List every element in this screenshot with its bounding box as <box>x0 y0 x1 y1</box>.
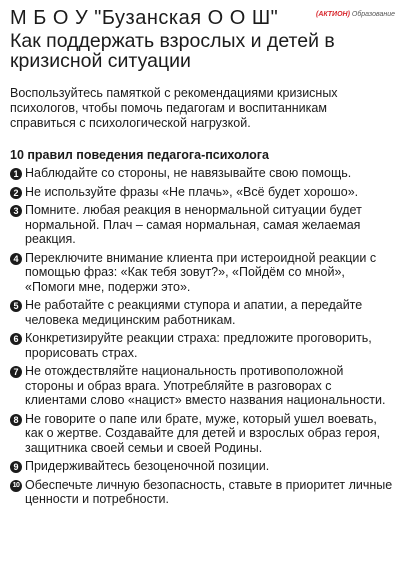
page-title: Как поддержать взрослых и детей в кризисной ситуации <box>10 30 335 72</box>
rule-item <box>10 478 395 507</box>
school-name: М Б О У "Бузанская О О Ш" <box>10 7 279 29</box>
rule-number-badge: 2 <box>10 187 22 199</box>
rule-number-badge: 6 <box>10 333 22 345</box>
rule-text: Придерживайтесь безоценочной позиции. <box>25 459 270 473</box>
rule-item <box>10 166 395 181</box>
rule-item <box>10 298 395 327</box>
rule-text: Не отождествляйте национальность противоположной стороны и образ врага. Употребляйте в разговорах с клиентами слово «нацист» вместо названия национальности. <box>25 364 386 407</box>
header <box>10 6 395 30</box>
rule-text: Наблюдайте со стороны, не навязывайте свою помощь. <box>25 166 352 180</box>
rule-text: Не говорите о папе или брате, муже, который ушел воевать, как о жертве. Создавайте для детей и взрослых образ героя, защитника своей семьи и своей Родины. <box>25 411 381 455</box>
rule-text: Помните. любая реакция в ненормальной ситуации будет нормальной. Плач – самая нормальная, самая желаемая реакция. <box>25 203 362 246</box>
rules-list <box>10 166 395 507</box>
rule-item <box>10 331 395 360</box>
rule-number-badge: 5 <box>10 300 22 312</box>
publisher-logo-sub: Образование <box>351 11 395 18</box>
rule-number-badge: 4 <box>10 253 22 265</box>
rule-text: Конкретизируйте реакции страха: предложите проговорить, прорисовать страх. <box>25 331 372 360</box>
rule-item <box>10 459 395 474</box>
rule-number-badge: 8 <box>10 414 22 426</box>
publisher-logo-main: АКТИОН <box>318 11 348 18</box>
rule-item <box>10 364 395 408</box>
rule-item <box>10 412 395 456</box>
rule-text: Обеспечьте личную безопасность, ставьте в приоритет личные ценности и потребности. <box>25 477 393 506</box>
rule-item <box>10 203 395 247</box>
rule-number-badge: 9 <box>10 461 22 473</box>
rule-text: Не работайте с реакциями ступора и апатии, а передайте человека медицинским работникам. <box>25 298 363 327</box>
rules-heading: 10 правил поведения педагога-психолога <box>10 148 269 162</box>
rule-number-badge: 3 <box>10 205 22 217</box>
publisher-logo: (АКТИОН) Образование <box>315 11 395 18</box>
rule-text: Переключите внимание клиента при истероидной реакции с помощью фраз: «Как тебя зовут?», «Пойдём со мной», «Помоги мне, подержи это». <box>25 250 377 294</box>
rule-text: Не используйте фразы «Не плачь», «Всё будет хорошо». <box>25 184 359 199</box>
rule-number-badge: 10 <box>10 480 22 492</box>
memo-page <box>10 6 395 511</box>
rule-item <box>10 185 395 200</box>
intro-text: Воспользуйтесь памяткой с рекомендациями кризисных психологов, чтобы помочь педагогам и воспитанникам справиться с психологической нагрузкой. <box>10 86 338 130</box>
rule-number-badge: 7 <box>10 366 22 378</box>
rule-item <box>10 251 395 295</box>
rule-number-badge: 1 <box>10 168 22 180</box>
